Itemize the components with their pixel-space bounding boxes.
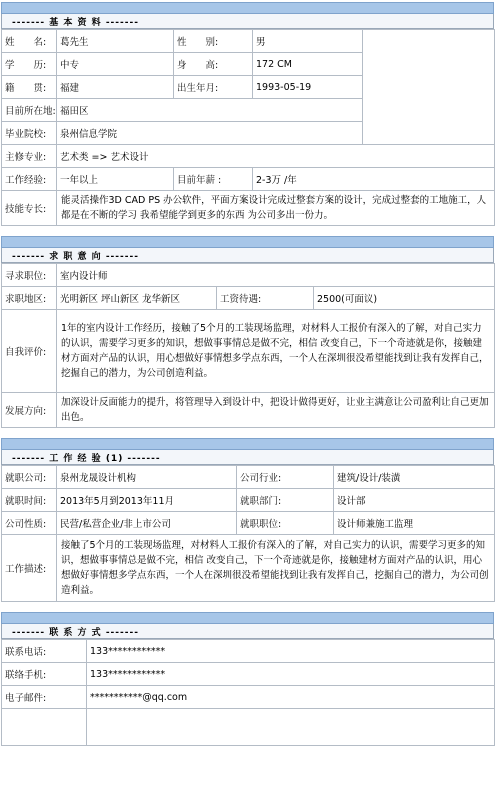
phone-label: 联系电话: bbox=[2, 640, 87, 663]
department-label: 就职部门: bbox=[237, 489, 334, 512]
industry-value: 建筑/设计/装潢 bbox=[334, 466, 495, 489]
education-value: 中专 bbox=[57, 53, 174, 76]
table-row bbox=[2, 466, 495, 489]
email-value: ***********@qq.com bbox=[87, 686, 495, 709]
section-title: ------- 联 系 方 式 ------- bbox=[12, 628, 139, 638]
birth-label: 出生年月: bbox=[174, 76, 253, 99]
section-bar bbox=[1, 612, 494, 624]
table-row bbox=[2, 30, 495, 53]
basic-info-table bbox=[1, 29, 495, 226]
company-value: 泉州龙晟设计机构 bbox=[57, 466, 237, 489]
education-label: 学 历: bbox=[2, 53, 57, 76]
job-value: 设计师兼施工监理 bbox=[334, 512, 495, 535]
location-label: 目前所在地: bbox=[2, 99, 57, 122]
major-label: 主修专业: bbox=[2, 145, 57, 168]
table-row bbox=[2, 264, 495, 287]
area-label: 求职地区: bbox=[2, 287, 57, 310]
section-title: ------- 求 职 意 向 ------- bbox=[12, 252, 139, 262]
table-row bbox=[2, 191, 495, 226]
table-row bbox=[2, 287, 495, 310]
table-row bbox=[2, 686, 495, 709]
location-value: 福田区 bbox=[57, 99, 363, 122]
contact-table bbox=[1, 639, 495, 746]
table-row bbox=[2, 145, 495, 168]
section-header-work bbox=[1, 450, 494, 465]
phone-value: 133************ bbox=[87, 640, 495, 663]
table-row bbox=[2, 512, 495, 535]
pay-value: 2500(可面议) bbox=[314, 287, 495, 310]
origin-value: 福建 bbox=[57, 76, 174, 99]
gender-label: 性 别: bbox=[174, 30, 253, 53]
work-table bbox=[1, 465, 495, 602]
salary-label: 目前年薪 : bbox=[174, 168, 253, 191]
section-header-contact bbox=[1, 624, 494, 639]
resume bbox=[1, 2, 494, 746]
time-label: 就职时间: bbox=[2, 489, 57, 512]
area-value: 光明新区 坪山新区 龙华新区 bbox=[57, 287, 217, 310]
table-row bbox=[2, 168, 495, 191]
experience-value: 一年以上 bbox=[57, 168, 174, 191]
industry-label: 公司行业: bbox=[237, 466, 334, 489]
work-desc-value: 接触了5个月的工装现场监理，对材料人工报价有深入的了解，对自己实力的认识，需要学习更多的知识，想做事事情总是做不完，相信 改变自己，下一个奇迹就是你，接触建材方面对产品的认识，用心想做好事情想多学点东西，一个人在深圳很没希望能找到让我有发挥自己，挖掘自己的潜力，为公司创造利益。 bbox=[57, 535, 495, 602]
name-value: 葛先生 bbox=[57, 30, 174, 53]
table-row bbox=[2, 640, 495, 663]
table-row bbox=[2, 709, 495, 746]
section-header-intent bbox=[1, 248, 494, 263]
section-bar bbox=[1, 438, 494, 450]
contact-blank-label bbox=[2, 709, 87, 746]
height-label: 身 高: bbox=[174, 53, 253, 76]
skill-value: 能灵活操作3D CAD PS 办公软件，平面方案设计完成过整套方案的设计，完成过整套的工地施工，人都是在不断的学习 我希望能学到更多的东西 为公司多出一份力。 bbox=[57, 191, 495, 226]
development-label: 发展方向: bbox=[2, 393, 57, 428]
section-bar bbox=[1, 2, 494, 14]
photo-area bbox=[363, 30, 495, 145]
major-value: 艺术类 => 艺术设计 bbox=[57, 145, 495, 168]
gender-value: 男 bbox=[253, 30, 363, 53]
position-value: 室内设计师 bbox=[57, 264, 495, 287]
email-label: 电子邮件: bbox=[2, 686, 87, 709]
intent-table bbox=[1, 263, 495, 428]
nature-label: 公司性质: bbox=[2, 512, 57, 535]
nature-value: 民营/私营企业/非上市公司 bbox=[57, 512, 237, 535]
salary-value: 2-3万 /年 bbox=[253, 168, 495, 191]
self-eval-value: 1年的室内设计工作经历，接触了5个月的工装现场监理，对材料人工报价有深入的了解，对自己实力的认识，需要学习更多的知识，想做事事情总是做不完，相信 改变自己，下一个奇迹就是你，接触建材方面对产品的认识，用心想做好事情想多学点东西，一个人在深圳很没希望能找到让我有发挥自己，挖掘自己的潜力，为公司创造利益。 bbox=[57, 310, 495, 393]
height-value: 172 CM bbox=[253, 53, 363, 76]
school-value: 泉州信息学院 bbox=[57, 122, 363, 145]
self-eval-label: 自我评价: bbox=[2, 310, 57, 393]
mobile-value: 133************ bbox=[87, 663, 495, 686]
section-title: ------- 基 本 资 料 ------- bbox=[12, 18, 139, 28]
section-header-basic bbox=[1, 14, 494, 29]
skill-label: 技能专长: bbox=[2, 191, 57, 226]
birth-value: 1993-05-19 bbox=[253, 76, 363, 99]
school-label: 毕业院校: bbox=[2, 122, 57, 145]
table-row bbox=[2, 489, 495, 512]
table-row bbox=[2, 393, 495, 428]
contact-blank-value bbox=[87, 709, 495, 746]
table-row bbox=[2, 663, 495, 686]
department-value: 设计部 bbox=[334, 489, 495, 512]
table-row bbox=[2, 535, 495, 602]
table-row bbox=[2, 310, 495, 393]
experience-label: 工作经验: bbox=[2, 168, 57, 191]
pay-label: 工资待遇: bbox=[217, 287, 314, 310]
work-desc-label: 工作描述: bbox=[2, 535, 57, 602]
mobile-label: 联络手机: bbox=[2, 663, 87, 686]
section-title: ------- 工 作 经 验 (1) ------- bbox=[12, 454, 161, 464]
section-bar bbox=[1, 236, 494, 248]
position-label: 寻求职位: bbox=[2, 264, 57, 287]
name-label: 姓 名: bbox=[2, 30, 57, 53]
origin-label: 籍 贯: bbox=[2, 76, 57, 99]
job-label: 就职职位: bbox=[237, 512, 334, 535]
company-label: 就职公司: bbox=[2, 466, 57, 489]
time-value: 2013年5月到2013年11月 bbox=[57, 489, 237, 512]
development-value: 加深设计反面能力的提升，将管理导入到设计中，把设计做得更好，让业主满意让公司盈利让自己更加出色。 bbox=[57, 393, 495, 428]
